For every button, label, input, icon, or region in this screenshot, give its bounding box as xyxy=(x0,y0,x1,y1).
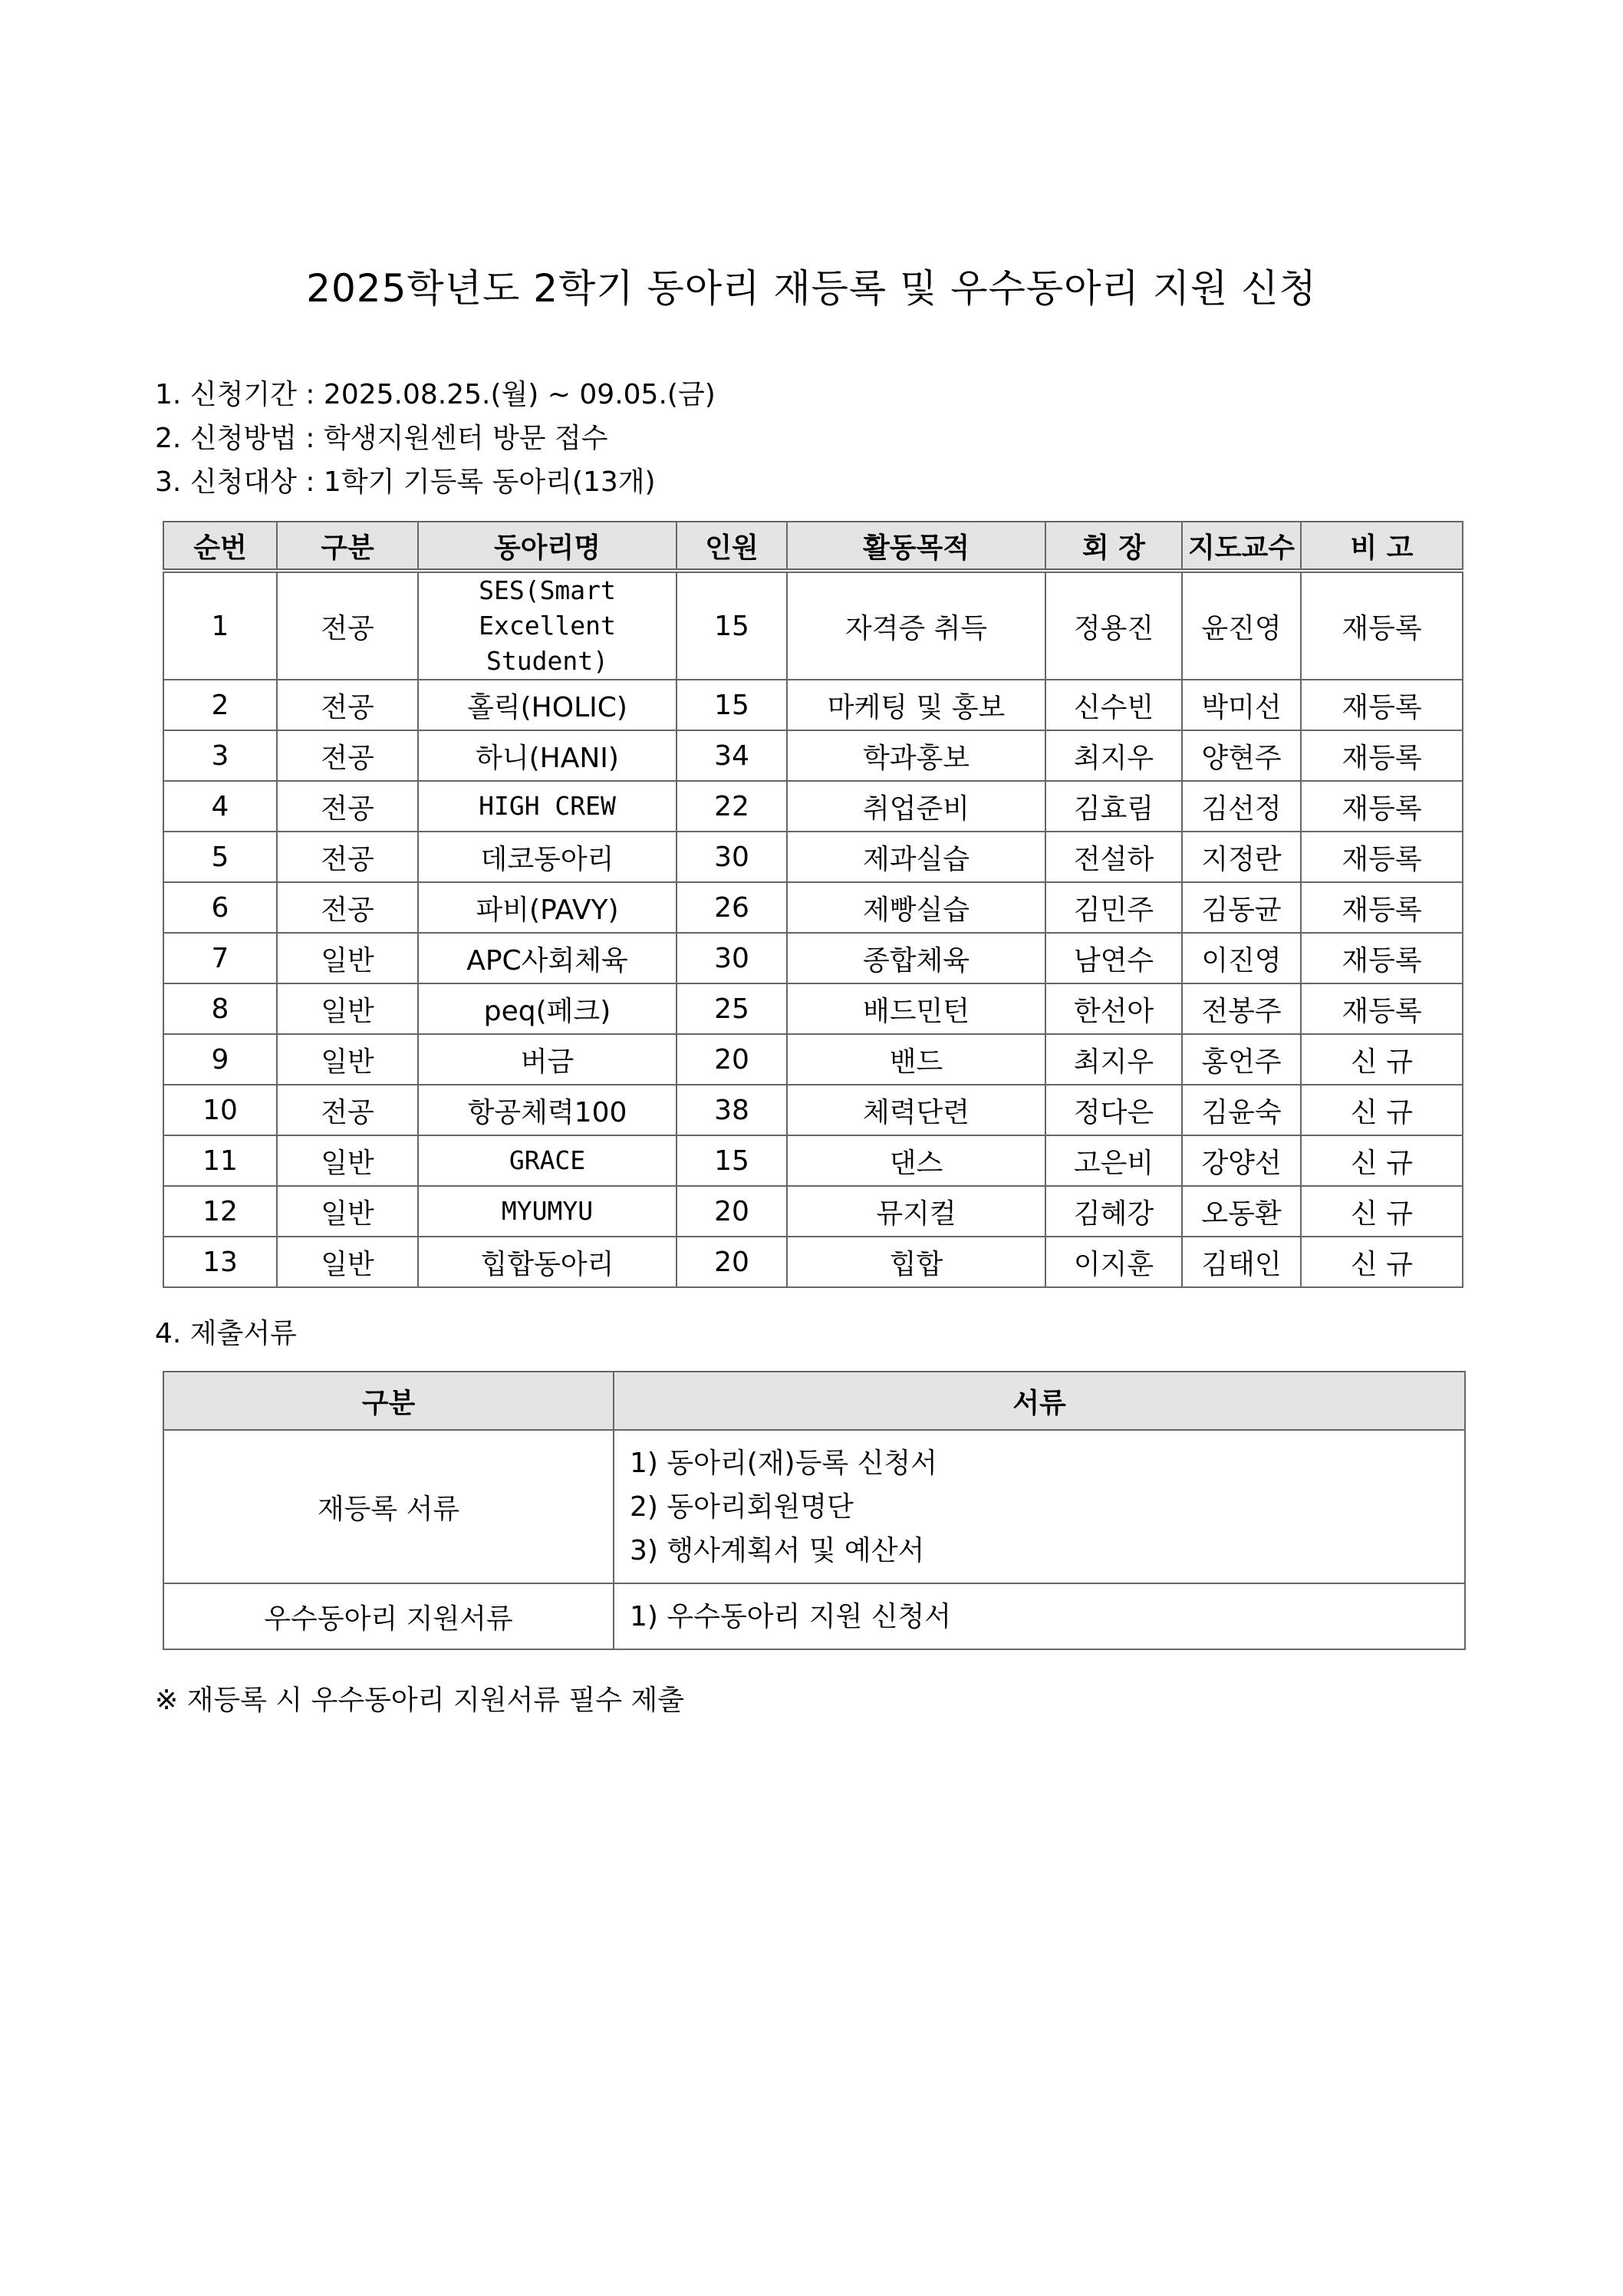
cell-club-name: MYUMYU xyxy=(418,1186,677,1237)
cell-note: 재등록 xyxy=(1301,680,1463,730)
cell-type: 일반 xyxy=(277,983,418,1034)
cell-type: 일반 xyxy=(277,1186,418,1237)
docs-header-row xyxy=(163,1372,1465,1430)
cell-type: 전공 xyxy=(277,680,418,730)
cell-no: 4 xyxy=(163,781,277,832)
cell-members: 20 xyxy=(677,1237,787,1287)
cell-note: 신 규 xyxy=(1301,1135,1463,1186)
cell-no: 1 xyxy=(163,571,277,680)
table-row xyxy=(163,1430,1465,1583)
table-row xyxy=(163,1034,1463,1085)
cell-purpose: 댄스 xyxy=(787,1135,1045,1186)
cell-purpose: 제빵실습 xyxy=(787,882,1045,933)
cell-advisor: 이진영 xyxy=(1182,933,1301,983)
cell-members: 38 xyxy=(677,1085,787,1135)
table-row xyxy=(163,1085,1463,1135)
cell-note: 재등록 xyxy=(1301,571,1463,680)
cell-documents xyxy=(614,1430,1465,1583)
cell-purpose: 제과실습 xyxy=(787,832,1045,882)
cell-no: 9 xyxy=(163,1034,277,1085)
table-row xyxy=(163,1135,1463,1186)
cell-purpose: 힙합 xyxy=(787,1237,1045,1287)
table-row xyxy=(163,983,1463,1034)
cell-type: 일반 xyxy=(277,1237,418,1287)
cell-club-name xyxy=(418,571,677,680)
header-members: 인원 xyxy=(677,522,787,571)
document-item: 3) 행사계획서 및 예산서 xyxy=(630,1534,925,1566)
cell-president: 남연수 xyxy=(1045,933,1182,983)
cell-advisor: 김윤숙 xyxy=(1182,1085,1301,1135)
cell-president: 신수빈 xyxy=(1045,680,1182,730)
cell-president: 김효림 xyxy=(1045,781,1182,832)
document-item: 1) 우수동아리 지원 신청서 xyxy=(630,1600,952,1632)
cell-purpose: 마케팅 및 홍보 xyxy=(787,680,1045,730)
cell-club-name: 파비(PAVY) xyxy=(418,882,677,933)
cell-members: 30 xyxy=(677,933,787,983)
cell-no: 2 xyxy=(163,680,277,730)
header-president: 회 장 xyxy=(1045,522,1182,571)
cell-purpose: 밴드 xyxy=(787,1034,1045,1085)
cell-advisor: 김태인 xyxy=(1182,1237,1301,1287)
cell-note: 재등록 xyxy=(1301,933,1463,983)
table-row xyxy=(163,1237,1463,1287)
cell-note: 신 규 xyxy=(1301,1186,1463,1237)
table-row xyxy=(163,1583,1465,1649)
cell-members: 15 xyxy=(677,680,787,730)
cell-members: 25 xyxy=(677,983,787,1034)
cell-club-name: 데코동아리 xyxy=(418,832,677,882)
cell-no: 12 xyxy=(163,1186,277,1237)
header-documents: 서류 xyxy=(614,1372,1465,1430)
cell-members: 15 xyxy=(677,1135,787,1186)
cell-president: 김민주 xyxy=(1045,882,1182,933)
cell-club-name: GRACE xyxy=(418,1135,677,1186)
cell-club-name: 항공체력100 xyxy=(418,1085,677,1135)
cell-advisor: 윤진영 xyxy=(1182,571,1301,680)
header-category: 구분 xyxy=(163,1372,614,1430)
table-row xyxy=(163,1186,1463,1237)
application-target: 3. 신청대상 : 1학기 기등록 동아리(13개) xyxy=(155,466,656,498)
club-name-line-2: Excellent Student) xyxy=(479,611,616,676)
cell-purpose: 뮤지컬 xyxy=(787,1186,1045,1237)
header-type: 구분 xyxy=(277,522,418,571)
cell-president: 김혜강 xyxy=(1045,1186,1182,1237)
cell-president: 전설하 xyxy=(1045,832,1182,882)
cell-type: 일반 xyxy=(277,1034,418,1085)
cell-advisor: 오동환 xyxy=(1182,1186,1301,1237)
cell-members: 30 xyxy=(677,832,787,882)
cell-note: 재등록 xyxy=(1301,882,1463,933)
table-row xyxy=(163,730,1463,781)
cell-type: 전공 xyxy=(277,781,418,832)
cell-note: 신 규 xyxy=(1301,1237,1463,1287)
header-no: 순번 xyxy=(163,522,277,571)
cell-purpose: 학과홍보 xyxy=(787,730,1045,781)
cell-purpose: 배드민턴 xyxy=(787,983,1045,1034)
cell-advisor: 김선정 xyxy=(1182,781,1301,832)
footnote: ※ 재등록 시 우수동아리 지원서류 필수 제출 xyxy=(155,1685,685,1716)
cell-club-name: 홀릭(HOLIC) xyxy=(418,680,677,730)
cell-purpose: 체력단련 xyxy=(787,1085,1045,1135)
cell-purpose: 취업준비 xyxy=(787,781,1045,832)
documents-table xyxy=(163,1371,1466,1650)
cell-type: 일반 xyxy=(277,1135,418,1186)
cell-club-name: APC사회체육 xyxy=(418,933,677,983)
cell-members: 34 xyxy=(677,730,787,781)
document-item: 2) 동아리회원명단 xyxy=(630,1491,854,1523)
clubs-table xyxy=(163,521,1463,1288)
clubs-header-row xyxy=(163,522,1463,571)
section-documents-heading: 4. 제출서류 xyxy=(155,1318,297,1349)
cell-club-name: 하니(HANI) xyxy=(418,730,677,781)
cell-members: 26 xyxy=(677,882,787,933)
application-period: 1. 신청기간 : 2025.08.25.(월) ~ 09.05.(금) xyxy=(155,379,716,410)
cell-no: 7 xyxy=(163,933,277,983)
header-club-name: 동아리명 xyxy=(418,522,677,571)
header-advisor: 지도교수 xyxy=(1182,522,1301,571)
cell-no: 5 xyxy=(163,832,277,882)
cell-note: 신 규 xyxy=(1301,1085,1463,1135)
cell-type: 전공 xyxy=(277,832,418,882)
cell-type: 전공 xyxy=(277,1085,418,1135)
cell-type: 전공 xyxy=(277,571,418,680)
table-row xyxy=(163,882,1463,933)
cell-members: 22 xyxy=(677,781,787,832)
table-row xyxy=(163,680,1463,730)
cell-president: 정다은 xyxy=(1045,1085,1182,1135)
cell-club-name: HIGH CREW xyxy=(418,781,677,832)
cell-members: 20 xyxy=(677,1186,787,1237)
cell-president: 최지우 xyxy=(1045,730,1182,781)
cell-note: 신 규 xyxy=(1301,1034,1463,1085)
cell-no: 13 xyxy=(163,1237,277,1287)
cell-members: 15 xyxy=(677,571,787,680)
document-title: 2025학년도 2학기 동아리 재등록 및 우수동아리 지원 신청 xyxy=(306,266,1317,311)
cell-club-name: peq(페크) xyxy=(418,983,677,1034)
cell-members: 20 xyxy=(677,1034,787,1085)
table-row xyxy=(163,832,1463,882)
cell-advisor: 지정란 xyxy=(1182,832,1301,882)
cell-type: 일반 xyxy=(277,933,418,983)
cell-no: 3 xyxy=(163,730,277,781)
cell-president: 최지우 xyxy=(1045,1034,1182,1085)
cell-note: 재등록 xyxy=(1301,983,1463,1034)
table-row xyxy=(163,571,1463,680)
cell-president: 이지훈 xyxy=(1045,1237,1182,1287)
cell-no: 8 xyxy=(163,983,277,1034)
header-note: 비 고 xyxy=(1301,522,1463,571)
cell-advisor: 강양선 xyxy=(1182,1135,1301,1186)
document-item: 1) 동아리(재)등록 신청서 xyxy=(630,1447,937,1479)
cell-note: 재등록 xyxy=(1301,781,1463,832)
cell-president: 고은비 xyxy=(1045,1135,1182,1186)
cell-purpose: 자격증 취득 xyxy=(787,571,1045,680)
cell-type: 전공 xyxy=(277,730,418,781)
cell-advisor: 박미선 xyxy=(1182,680,1301,730)
cell-type: 전공 xyxy=(277,882,418,933)
cell-documents xyxy=(614,1583,1465,1649)
table-row xyxy=(163,933,1463,983)
cell-purpose: 종합체육 xyxy=(787,933,1045,983)
cell-no: 6 xyxy=(163,882,277,933)
cell-no: 11 xyxy=(163,1135,277,1186)
cell-note: 재등록 xyxy=(1301,730,1463,781)
cell-president: 정용진 xyxy=(1045,571,1182,680)
cell-advisor: 김동균 xyxy=(1182,882,1301,933)
cell-advisor: 전봉주 xyxy=(1182,983,1301,1034)
cell-advisor: 양현주 xyxy=(1182,730,1301,781)
application-method: 2. 신청방법 : 학생지원센터 방문 접수 xyxy=(155,423,608,454)
cell-club-name: 힙합동아리 xyxy=(418,1237,677,1287)
cell-club-name: 버금 xyxy=(418,1034,677,1085)
table-row xyxy=(163,781,1463,832)
cell-president: 한선아 xyxy=(1045,983,1182,1034)
cell-advisor: 홍언주 xyxy=(1182,1034,1301,1085)
cell-no: 10 xyxy=(163,1085,277,1135)
cell-note: 재등록 xyxy=(1301,832,1463,882)
club-name-line-1: SES(Smart xyxy=(479,575,616,605)
cell-category: 재등록 서류 xyxy=(163,1430,614,1583)
header-purpose: 활동목적 xyxy=(787,522,1045,571)
cell-category: 우수동아리 지원서류 xyxy=(163,1583,614,1649)
